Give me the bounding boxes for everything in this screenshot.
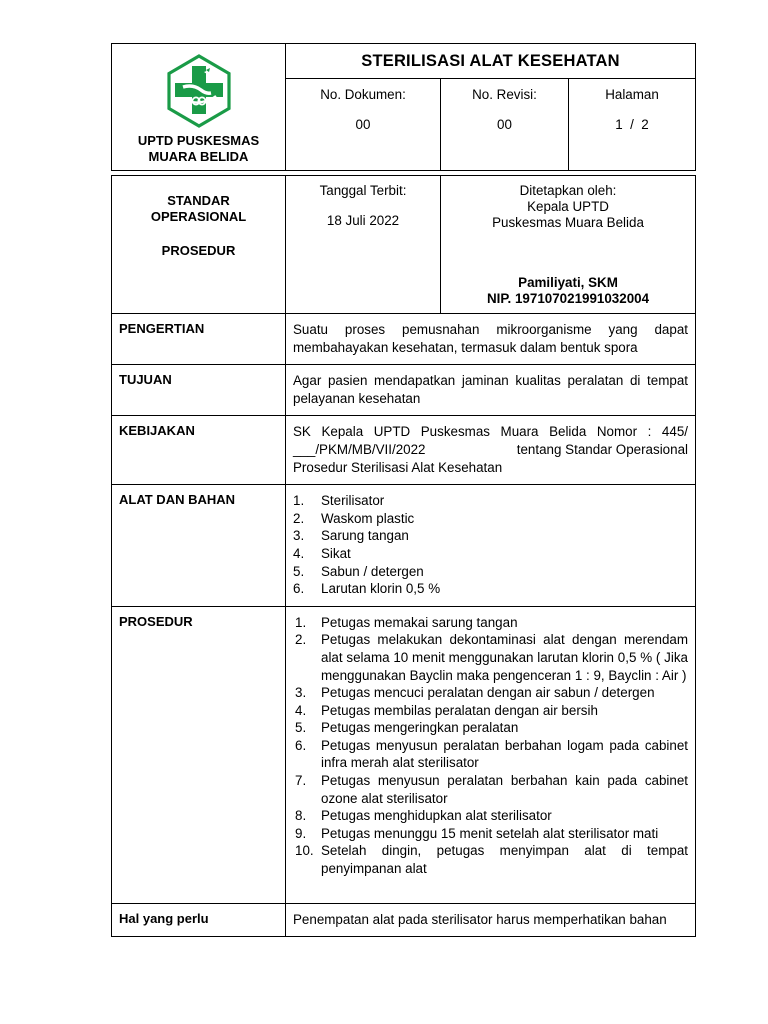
sop-document — [111, 43, 695, 937]
prosedur-item-text: Petugas menyusun peralatan berbahan kain pada cabinet ozone alat sterilisator — [321, 773, 688, 806]
halaman-label: Halaman — [605, 87, 659, 103]
document-title: STERILISASI ALAT KESEHATAN — [286, 44, 696, 79]
organization-name: UPTD PUSKESMAS MUARA BELIDA — [137, 133, 260, 164]
tanggal-label: Tanggal Terbit: — [319, 183, 407, 198]
signer-name: Pamiliyati, SKM — [518, 275, 618, 290]
alat-item — [293, 563, 688, 581]
no-revisi-cell — [441, 79, 569, 171]
alat-item-text: Waskom plastic — [321, 510, 415, 526]
sop-type-cell — [112, 176, 286, 314]
sop-line2: OPERASIONAL — [150, 209, 247, 224]
hal-text: Penempatan alat pada sterilisator harus memperhatikan bahan — [286, 903, 696, 937]
prosedur-item-number: 8. — [295, 808, 307, 824]
no-revisi-value: 00 — [497, 117, 512, 133]
no-dokumen-label: No. Dokumen: — [320, 87, 406, 103]
kebijakan-line2b: tentang Standar Operasional — [516, 441, 688, 457]
prosedur-label: PROSEDUR — [112, 606, 286, 903]
halaman-cell — [569, 79, 696, 171]
prosedur-item-number: 1. — [295, 614, 307, 630]
alat-item-number: 5. — [293, 563, 305, 579]
alat-list — [293, 492, 688, 598]
prosedur-item-number: 2. — [295, 632, 307, 648]
prosedur-item-text: Petugas melakukan dekontaminasi alat dengan merendam alat selama 10 menit menggunakan larutan klorin 0,5 % ( Jika menggunakan Bayclin maka pengenceran 1 : 9, Bayclin : Air ) — [321, 632, 688, 683]
tujuan-label: TUJUAN — [112, 365, 286, 416]
prosedur-item-text: Petugas mengeringkan peralatan — [321, 720, 519, 736]
hal-label: Hal yang perlu — [112, 903, 286, 937]
halaman-value: 1 / 2 — [615, 117, 649, 133]
alat-label: ALAT DAN BAHAN — [112, 485, 286, 607]
pengertian-text: Suatu proses pemusnahan mikroorganisme yang dapat membahayakan kesehatan, termasuk dalam bentuk spora — [286, 314, 696, 365]
kebijakan-cell — [286, 416, 696, 485]
prosedur-item — [293, 772, 688, 807]
prosedur-item — [293, 842, 688, 877]
kebijakan-line2 — [293, 441, 688, 459]
header-table — [111, 43, 696, 176]
alat-item — [293, 527, 688, 545]
alat-item-number: 2. — [293, 510, 305, 526]
alat-item — [293, 492, 688, 510]
ditetapkan-line2: Kepala UPTD — [527, 199, 609, 214]
no-dokumen-cell — [286, 79, 441, 171]
pengertian-label: PENGERTIAN — [112, 314, 286, 365]
sop-line3: PROSEDUR — [161, 243, 236, 258]
prosedur-item-number: 3. — [295, 685, 307, 701]
prosedur-item — [293, 702, 688, 720]
prosedur-item — [293, 807, 688, 825]
prosedur-item-number: 5. — [295, 720, 307, 736]
tujuan-text: Agar pasien mendapatkan jaminan kualitas peralatan di tempat pelayanan kesehatan — [286, 365, 696, 416]
alat-item-number: 4. — [293, 545, 305, 561]
prosedur-item-text: Petugas mencuci peralatan dengan air sabun / detergen — [321, 685, 655, 701]
signer-nip: NIP. 197107021991032004 — [486, 291, 650, 306]
kebijakan-line1: SK Kepala UPTD Puskesmas Muara Belida Nomor : 445/ — [293, 424, 688, 440]
alat-item-number: 1. — [293, 493, 305, 509]
prosedur-item-text: Setelah dingin, petugas menyimpan alat di tempat penyimpanan alat — [321, 843, 688, 877]
tanggal-cell — [286, 176, 441, 314]
prosedur-item — [293, 737, 688, 772]
prosedur-item-text: Petugas menunggu 15 menit setelah alat sterilisator mati — [321, 825, 659, 841]
logo-cell — [112, 44, 286, 171]
sop-info-table — [111, 175, 696, 314]
prosedur-item-text: Petugas menghidupkan alat sterilisator — [321, 808, 552, 824]
alat-item — [293, 580, 688, 598]
content-table — [111, 313, 696, 937]
alat-item-number: 6. — [293, 581, 305, 597]
ditetapkan-line3: Puskesmas Muara Belida — [492, 215, 644, 230]
prosedur-item — [293, 614, 688, 632]
prosedur-item-number: 7. — [295, 773, 307, 789]
prosedur-item-text: Petugas menyusun peralatan berbahan logam pada cabinet infra merah alat sterilisator — [321, 737, 688, 771]
alat-cell — [286, 485, 696, 607]
alat-item-text: Sterilisator — [321, 493, 385, 509]
prosedur-item-number: 9. — [295, 825, 307, 841]
prosedur-item — [293, 631, 688, 684]
prosedur-item — [293, 684, 688, 702]
sop-line1: STANDAR — [167, 193, 230, 208]
no-dokumen-value: 00 — [355, 117, 371, 133]
alat-item-text: Sarung tangan — [321, 528, 409, 544]
alat-item — [293, 510, 688, 528]
alat-item-text: Sikat — [321, 545, 351, 561]
signer-block — [441, 275, 695, 307]
kebijakan-line2a: ___/PKM/MB/VII/2022 — [293, 441, 426, 457]
prosedur-item-number: 6. — [295, 737, 307, 753]
prosedur-list — [293, 614, 688, 878]
prosedur-item-number: 10. — [295, 843, 314, 859]
ditetapkan-line1: Ditetapkan oleh: — [519, 183, 617, 198]
no-revisi-label: No. Revisi: — [472, 87, 537, 103]
prosedur-item-text: Petugas memakai sarung tangan — [321, 614, 518, 630]
prosedur-item-text: Petugas membilas peralatan dengan air bersih — [321, 702, 598, 718]
puskesmas-logo-icon — [162, 54, 236, 128]
prosedur-item — [293, 719, 688, 737]
alat-item-text: Sabun / detergen — [321, 563, 424, 579]
prosedur-item — [293, 825, 688, 843]
alat-item-number: 3. — [293, 528, 305, 544]
tanggal-value: 18 Juli 2022 — [326, 213, 400, 228]
alat-item-text: Larutan klorin 0,5 % — [321, 581, 441, 597]
kebijakan-label: KEBIJAKAN — [112, 416, 286, 485]
ditetapkan-cell — [441, 176, 696, 314]
alat-item — [293, 545, 688, 563]
prosedur-cell — [286, 606, 696, 903]
prosedur-item-number: 4. — [295, 702, 307, 718]
kebijakan-line3: Prosedur Sterilisasi Alat Kesehatan — [293, 459, 503, 475]
